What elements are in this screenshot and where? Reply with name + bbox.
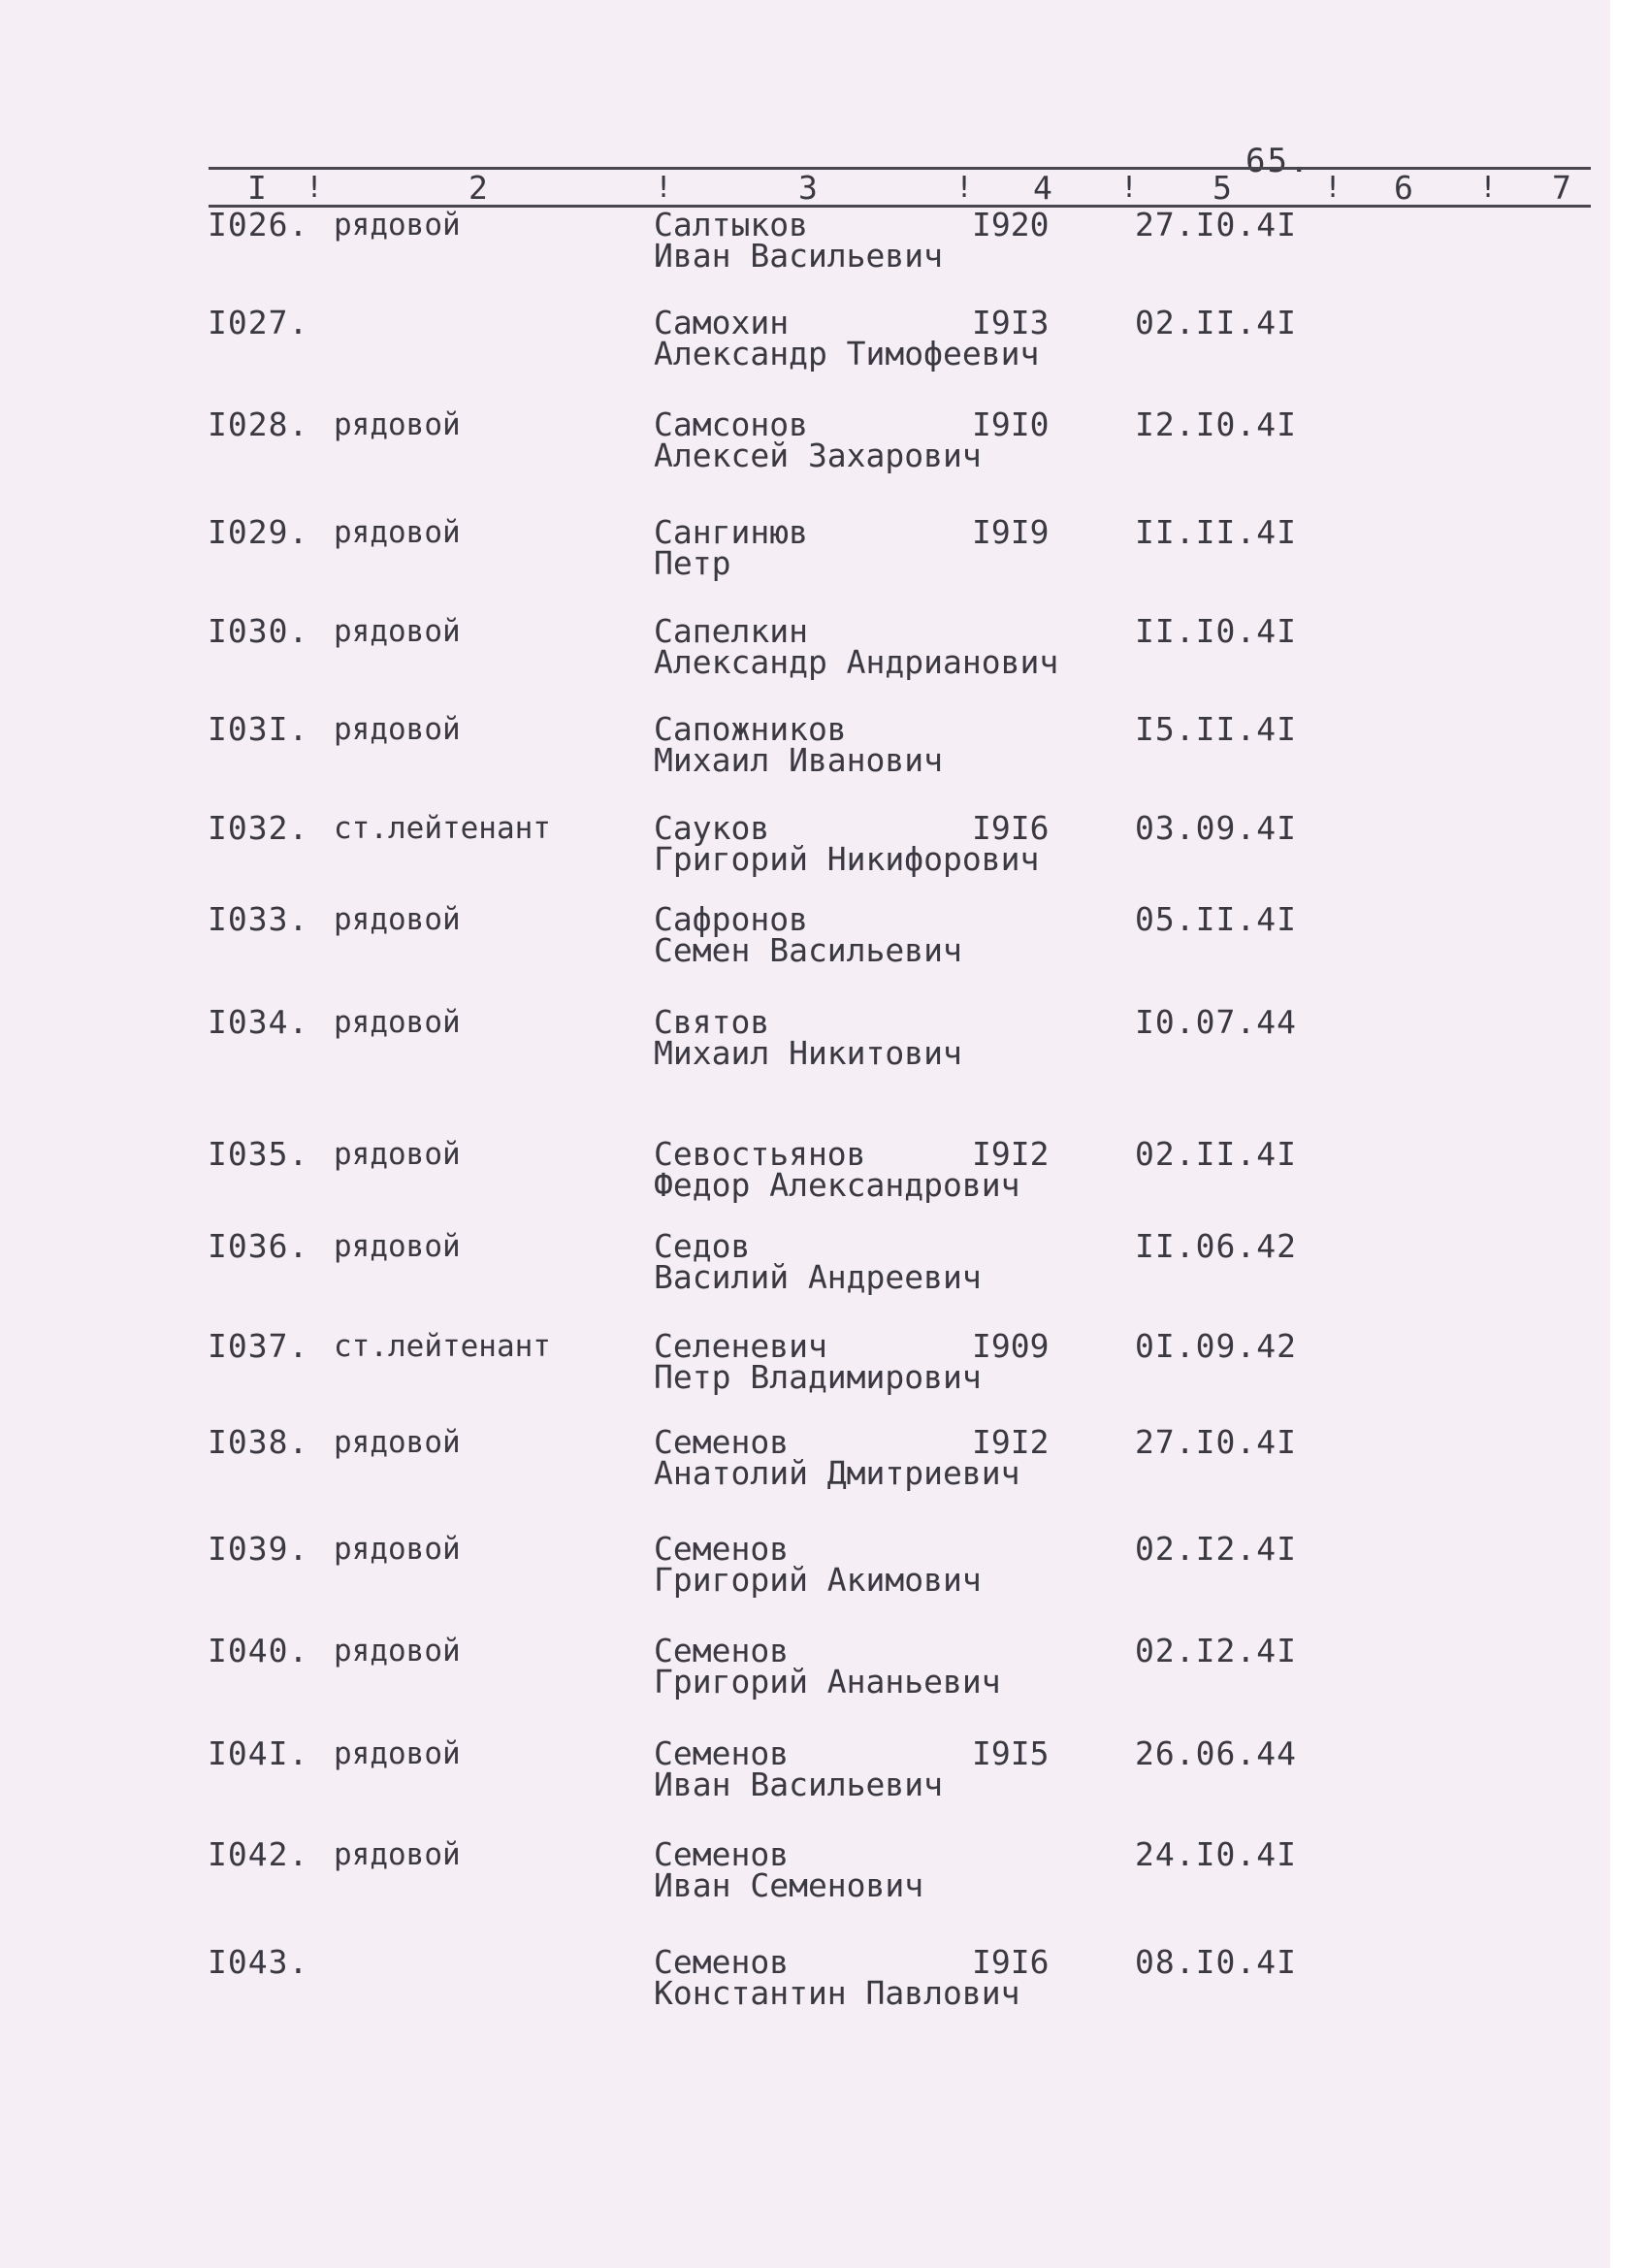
entry-date: 26.06.44: [1135, 1734, 1297, 1772]
column-separator: !: [655, 171, 673, 205]
entry-date: 24.I0.4I: [1135, 1835, 1297, 1873]
column-separator: !: [955, 171, 974, 205]
column-header-1: I: [247, 169, 267, 207]
entry-rank: рядовой: [334, 614, 461, 649]
entry-date: 08.I0.4I: [1135, 1943, 1297, 1981]
entry-birth-year: I9I0: [972, 405, 1050, 443]
entry-given-names: Алексей Захарович: [654, 437, 982, 474]
entry-birth-year: I9I6: [972, 1943, 1050, 1981]
entry-surname: Селеневич: [654, 1327, 827, 1365]
list-item: [0, 1005, 1649, 1083]
entry-surname: Семенов: [654, 1423, 790, 1461]
entry-surname: Сапожников: [654, 710, 847, 748]
entry-rank: рядовой: [334, 1532, 461, 1567]
entry-surname: Самохин: [654, 304, 790, 341]
entry-number: I028.: [208, 405, 309, 443]
entry-surname: Сангинюв: [654, 513, 808, 551]
entry-date: 03.09.4I: [1135, 809, 1297, 847]
entry-rank: рядовой: [334, 1005, 461, 1040]
entry-given-names: Федор Александрович: [654, 1166, 1020, 1204]
entry-rank: рядовой: [334, 712, 461, 747]
entry-date: I0.07.44: [1135, 1003, 1297, 1041]
list-item: [0, 712, 1649, 790]
entry-given-names: Григорий Акимович: [654, 1561, 982, 1599]
entry-given-names: Василий Андреевич: [654, 1258, 982, 1296]
entry-number: I033.: [208, 900, 309, 938]
entry-surname: Семенов: [654, 1835, 790, 1873]
entry-given-names: Иван Васильевич: [654, 1766, 944, 1803]
entry-number: I037.: [208, 1327, 309, 1365]
list-item: [0, 515, 1649, 593]
entry-surname: Семенов: [654, 1632, 790, 1669]
column-header-4: 4: [1033, 169, 1052, 207]
entry-given-names: Александр Андрианович: [654, 643, 1059, 681]
column-separator: !: [1479, 171, 1498, 205]
entry-number: I035.: [208, 1135, 309, 1173]
entry-date: 02.I2.4I: [1135, 1632, 1297, 1669]
entry-given-names: Анатолий Дмитриевич: [654, 1454, 1020, 1492]
entry-surname: Святов: [654, 1003, 770, 1041]
entry-date: 02.II.4I: [1135, 304, 1297, 341]
list-item: [0, 306, 1649, 383]
entry-number: I038.: [208, 1423, 309, 1461]
entry-rank: рядовой: [334, 515, 461, 550]
list-item: [0, 1329, 1649, 1407]
entry-rank: рядовой: [334, 902, 461, 937]
column-header-6: 6: [1394, 169, 1413, 207]
list-item: [0, 407, 1649, 485]
entry-surname: Сафронов: [654, 900, 808, 938]
entry-date: II.I0.4I: [1135, 612, 1297, 650]
table-header: [209, 167, 1591, 208]
entry-surname: Салтыков: [654, 206, 808, 243]
entry-birth-year: I9I6: [972, 809, 1050, 847]
entry-given-names: Иван Семенович: [654, 1866, 924, 1904]
entry-surname: Самсонов: [654, 405, 808, 443]
list-item: [0, 902, 1649, 980]
list-item: [0, 1837, 1649, 1915]
column-header-7: 7: [1552, 169, 1571, 207]
entry-rank: рядовой: [334, 208, 461, 243]
entry-number: I039.: [208, 1530, 309, 1568]
entry-rank: рядовой: [334, 1837, 461, 1872]
entry-rank: рядовой: [334, 1425, 461, 1460]
entry-given-names: Петр: [654, 544, 731, 582]
entry-given-names: Петр Владимирович: [654, 1358, 982, 1396]
list-item: [0, 1137, 1649, 1215]
column-header-2: 2: [469, 169, 488, 207]
entry-rank: рядовой: [334, 1229, 461, 1264]
entry-number: I043.: [208, 1943, 309, 1981]
entry-number: I042.: [208, 1835, 309, 1873]
list-item: [0, 1532, 1649, 1609]
column-separator: !: [1324, 171, 1342, 205]
entry-date: 27.I0.4I: [1135, 206, 1297, 243]
column-header-3: 3: [798, 169, 818, 207]
entry-rank: рядовой: [334, 1736, 461, 1771]
entry-surname: Седов: [654, 1227, 751, 1265]
list-item: [0, 1425, 1649, 1503]
list-item: [0, 208, 1649, 285]
entry-given-names: Михаил Никитович: [654, 1034, 962, 1072]
entry-birth-year: I9I2: [972, 1423, 1050, 1461]
entry-number: I040.: [208, 1632, 309, 1669]
column-separator: !: [306, 171, 324, 205]
entry-rank: ст.лейтенант: [334, 1329, 551, 1364]
entry-number: I04I.: [208, 1734, 309, 1772]
entry-number: I027.: [208, 304, 309, 341]
entry-number: I026.: [208, 206, 309, 243]
entry-surname: Семенов: [654, 1943, 790, 1981]
list-item: [0, 1945, 1649, 2023]
entry-number: I032.: [208, 809, 309, 847]
entry-number: I029.: [208, 513, 309, 551]
entry-given-names: Иван Васильевич: [654, 237, 944, 275]
list-item: [0, 1736, 1649, 1814]
entry-date: 02.II.4I: [1135, 1135, 1297, 1173]
entry-birth-year: I9I2: [972, 1135, 1050, 1173]
entry-date: II.06.42: [1135, 1227, 1297, 1265]
entry-date: I5.II.4I: [1135, 710, 1297, 748]
entry-number: I03I.: [208, 710, 309, 748]
entry-surname: Семенов: [654, 1734, 790, 1772]
entry-number: I036.: [208, 1227, 309, 1265]
entry-rank: рядовой: [334, 407, 461, 442]
entry-rank: ст.лейтенант: [334, 811, 551, 846]
entry-birth-year: I920: [972, 206, 1050, 243]
entry-birth-year: I909: [972, 1327, 1050, 1365]
list-item: [0, 1229, 1649, 1307]
entry-given-names: Михаил Иванович: [654, 741, 944, 779]
entry-given-names: Константин Павлович: [654, 1974, 1020, 2012]
entry-date: II.II.4I: [1135, 513, 1297, 551]
list-item: [0, 614, 1649, 692]
entry-given-names: Александр Тимофеевич: [654, 335, 1040, 373]
entry-surname: Севостьянов: [654, 1135, 866, 1173]
entry-given-names: Семен Васильевич: [654, 931, 962, 969]
entry-birth-year: I9I3: [972, 304, 1050, 341]
entry-surname: Сапелкин: [654, 612, 808, 650]
entry-birth-year: I9I9: [972, 513, 1050, 551]
entry-given-names: Григорий Никифорович: [654, 840, 1040, 878]
entry-birth-year: I9I5: [972, 1734, 1050, 1772]
entry-number: I034.: [208, 1003, 309, 1041]
entry-surname: Сауков: [654, 809, 770, 847]
list-item: [0, 1634, 1649, 1711]
entry-date: 0I.09.42: [1135, 1327, 1297, 1365]
entry-date: I2.I0.4I: [1135, 405, 1297, 443]
entry-date: 27.I0.4I: [1135, 1423, 1297, 1461]
entry-rank: рядовой: [334, 1137, 461, 1172]
entry-date: 02.I2.4I: [1135, 1530, 1297, 1568]
entry-given-names: Григорий Ананьевич: [654, 1663, 1001, 1701]
page-number: 65.: [1245, 142, 1311, 180]
entry-number: I030.: [208, 612, 309, 650]
entry-date: 05.II.4I: [1135, 900, 1297, 938]
entry-rank: рядовой: [334, 1634, 461, 1669]
list-item: [0, 811, 1649, 889]
column-separator: !: [1120, 171, 1139, 205]
column-header-5: 5: [1212, 169, 1232, 207]
entry-surname: Семенов: [654, 1530, 790, 1568]
